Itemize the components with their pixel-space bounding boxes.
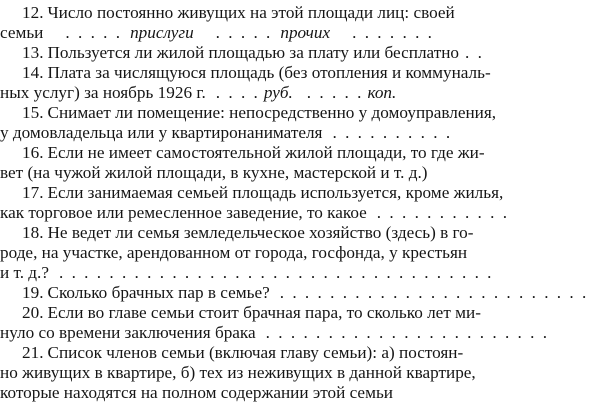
question-21-line-3 (0, 382, 601, 404)
question-18-line-2 (0, 242, 601, 264)
question-text: Список членов семьи (включая главу семьи): а) постоян- (47, 343, 464, 362)
blank-dots: . . . . . . . . . . . . . . . . . . . . . . . (265, 323, 550, 342)
servants-label: прислуги (130, 23, 194, 42)
question-19-line-1 (0, 282, 601, 304)
question-text: роде, на участке, арендованном от города, госфонда, у крестьян (0, 243, 468, 262)
question-text: Не ведет ли семья земледельческое хозяйство (здесь) в го- (47, 223, 474, 242)
question-18-line-3 (0, 262, 601, 284)
family-label: семьи (0, 23, 44, 42)
blank-dots: . . . . . . . . . . (332, 123, 453, 142)
question-16-line-2 (0, 162, 601, 184)
question-text: нуло со времени заключения брака (0, 323, 256, 342)
question-text: ных услуг) за ноябрь 1926 г. (0, 83, 206, 102)
question-text: вет (на чужой жилой площади, в кухне, мастерской и т. д.) (0, 163, 428, 182)
question-number: 14. (22, 63, 44, 82)
question-number: 16. (22, 143, 44, 162)
question-text: и т. д.? (0, 263, 49, 282)
rubles-label: руб. (263, 83, 293, 102)
question-number: 13. (22, 43, 44, 62)
question-21-line-1 (0, 342, 601, 364)
blank-dots: . . (465, 43, 484, 62)
question-20-line-2 (0, 322, 601, 344)
question-15-line-2 (0, 122, 601, 144)
question-text: но живущих в квартире, б) тех из неживущих в данной квартире, (0, 363, 476, 382)
others-label: прочих (280, 23, 331, 42)
question-text: Пользуется ли жилой площадью за плату или бесплатно (47, 43, 460, 62)
question-text: как торговое или ремесленное заведение, то какое (0, 203, 367, 222)
question-number: 19. (22, 283, 44, 302)
question-text: у домовладельца или у квартиронанимателя (0, 123, 323, 142)
question-13-line-1 (0, 42, 601, 64)
kopecks-label: коп. (367, 83, 397, 102)
question-text: Если во главе семьи стоит брачная пара, то сколько лет ми- (47, 303, 481, 322)
question-17-line-1 (0, 182, 601, 204)
question-14-line-2 (0, 82, 601, 104)
question-text: Число постоянно живущих на этой площади лиц: своей (47, 3, 455, 22)
question-12-line-2 (0, 22, 601, 44)
blank-dots: . . . . . . . (352, 23, 434, 42)
question-16-line-1 (0, 142, 601, 164)
question-14-line-1 (0, 62, 601, 84)
question-15-line-1 (0, 102, 601, 124)
question-21-line-2 (0, 362, 601, 384)
question-text: Снимает ли помещение: непосредственно у домоуправления, (47, 103, 497, 122)
blank-dots: . . . . . (306, 83, 364, 102)
blank-dots: . . . . . (215, 23, 273, 42)
question-text: Сколько брачных пар в семье? (47, 283, 270, 302)
question-number: 21. (22, 343, 44, 362)
question-12-line-1 (0, 2, 601, 24)
question-number: 17. (22, 183, 44, 202)
blank-dots: . . . . (215, 83, 260, 102)
question-text: которые находятся на полном содержании этой семьи (0, 383, 393, 402)
question-text: Плата за числящуюся площадь (без отопления и коммуналь- (47, 63, 491, 82)
question-number: 12. (22, 3, 44, 22)
question-number: 18. (22, 223, 44, 242)
blank-dots: . . . . . (65, 23, 123, 42)
question-20-line-1 (0, 302, 601, 324)
question-text: Если не имеет самостоятельной жилой площади, то где жи- (47, 143, 485, 162)
blank-dots: . . . . . . . . . . . . . . . . . . . . . . . . . (279, 283, 589, 302)
question-17-line-2 (0, 202, 601, 224)
question-number: 15. (22, 103, 44, 122)
blank-dots: . . . . . . . . . . . (376, 203, 510, 222)
question-18-line-1 (0, 222, 601, 244)
blank-dots: . . . . . . . . . . . . . . . . . . . . . . . . . . . . . . . . . . . (58, 263, 494, 282)
question-text: Если занимаемая семьей площадь используется, кроме жилья, (47, 183, 504, 202)
question-number: 20. (22, 303, 44, 322)
